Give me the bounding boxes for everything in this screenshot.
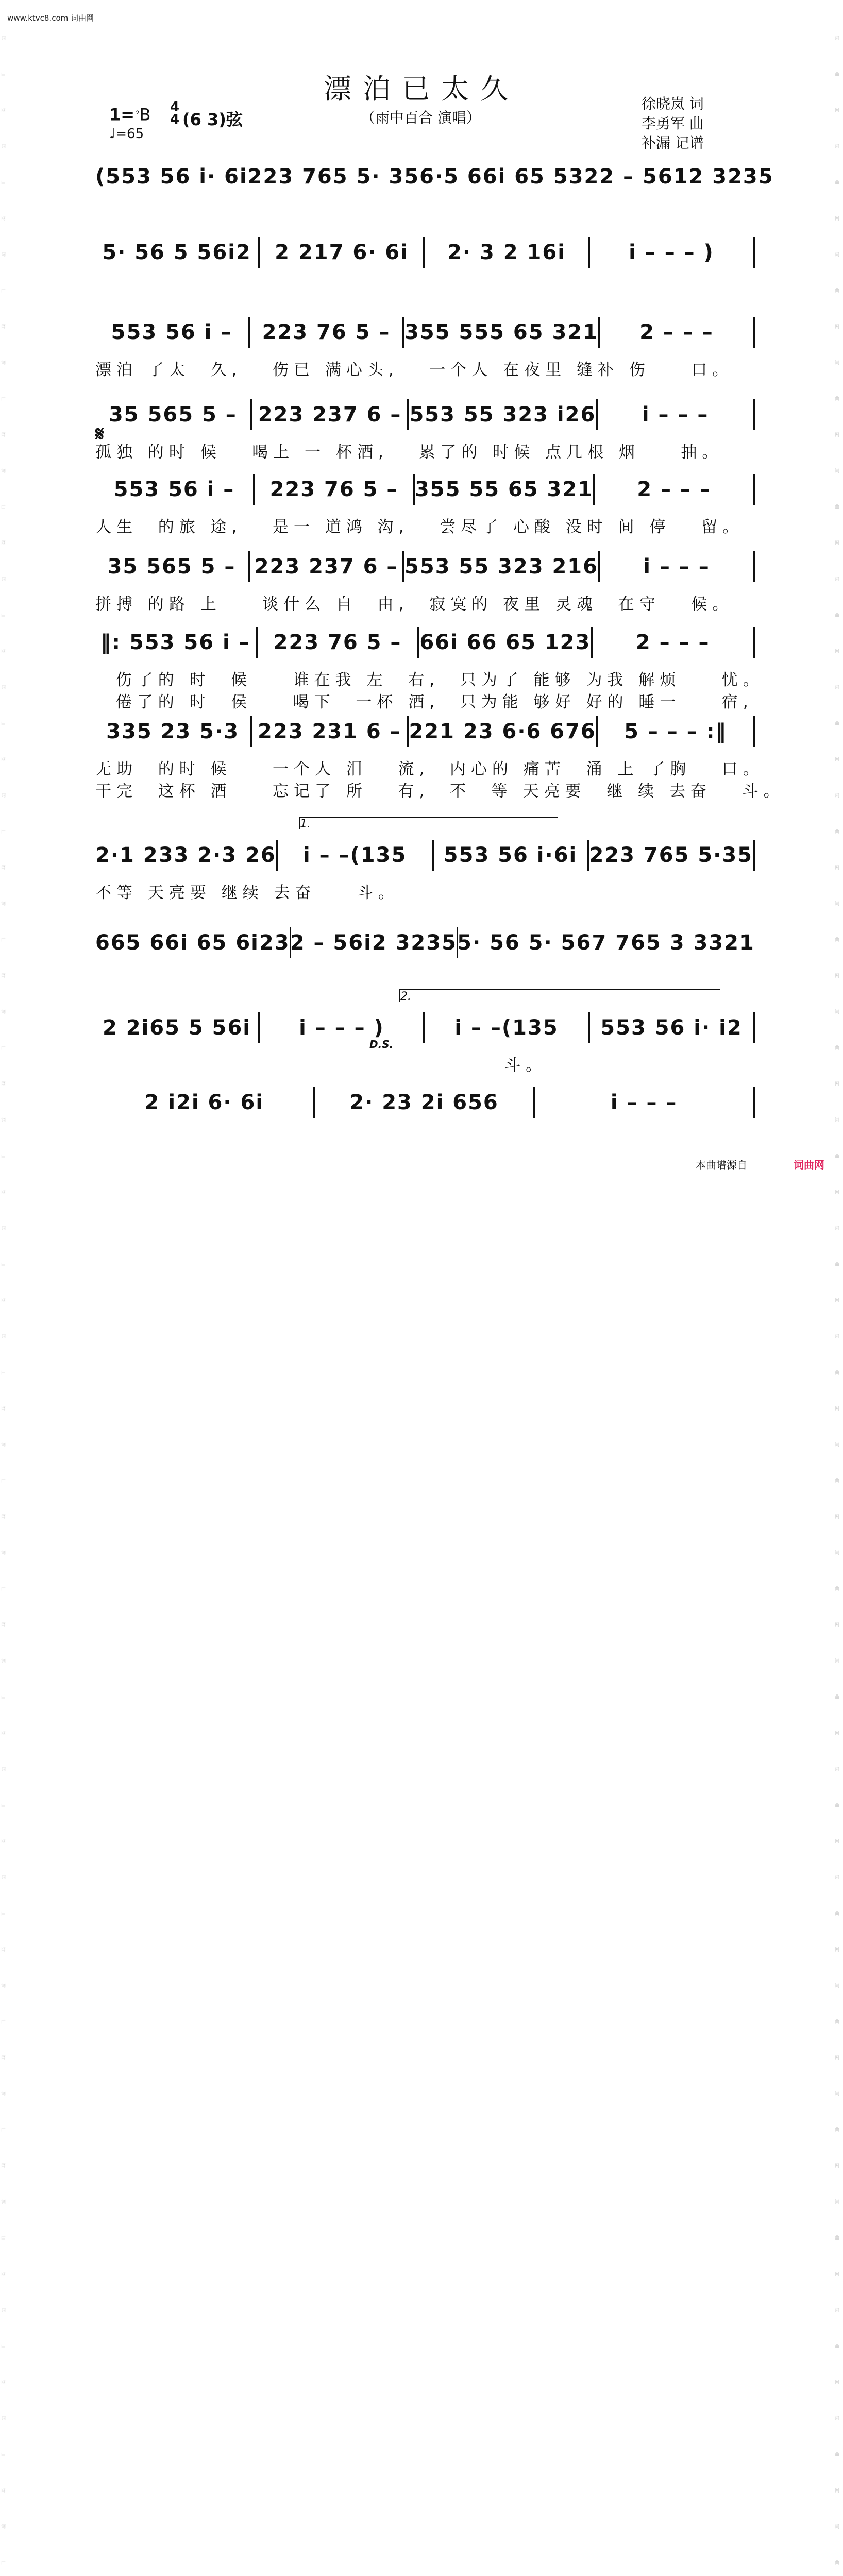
- staff-row: [95, 925, 755, 961]
- ds-marking: D.S.: [369, 1038, 393, 1050]
- measure: 2 – 56i2 3235: [290, 931, 457, 955]
- measure: 6·5 66i 65 532: [419, 165, 599, 189]
- measure: 223 76 5 –: [258, 631, 418, 654]
- barline: [753, 317, 755, 348]
- measure: i – – –: [535, 1091, 753, 1114]
- staff-row: [95, 624, 755, 660]
- measure: 355 555 65 321: [404, 320, 598, 344]
- singer: （雨中百合 演唱）: [361, 107, 481, 127]
- left-watermark-strip: 词曲网词曲网词曲网词曲网词曲网词曲网词曲网词曲网词曲网词曲网词曲网词曲网词曲网词曲网词曲网词曲网词曲网词曲网词曲网词曲网词曲网词曲网词曲网词曲: [1, 21, 8, 1154]
- measure: 2· 3 2 16i: [425, 241, 588, 264]
- measure: 553 56 i –: [95, 478, 253, 501]
- lyric-line: 无助 的时 候 一个人 泪 流, 内心的 痛苦 涌 上 了胸 口。: [95, 756, 755, 779]
- lyric-line-2: 倦了的 时 侯 喝下 一杯 酒, 只为能 够好 好的 睡一 宿,: [95, 689, 755, 712]
- measure: 553 56 i –: [95, 320, 248, 344]
- lyric-line: 斗。: [95, 1052, 755, 1075]
- time-signature: 4 4: [170, 101, 179, 126]
- barline: [753, 237, 755, 268]
- lyricist: 徐晓岚 词: [642, 95, 704, 112]
- barline: [753, 716, 755, 747]
- volta-bracket: 1.: [299, 817, 558, 829]
- footer-brand: 词曲网: [794, 1157, 824, 1172]
- site-url: www.ktvc8.com 词曲网: [7, 12, 94, 23]
- measure: 223 231 6 –: [252, 720, 407, 743]
- measure: 223 237 6 –: [250, 555, 402, 579]
- measure: 223 76 5 –: [255, 478, 413, 501]
- measure: 5· 56 5· 56: [457, 931, 592, 955]
- right-watermark-strip: 词曲网词曲网词曲网词曲网词曲网词曲网词曲网词曲网词曲网词曲网词曲网词曲网词曲网词曲网词曲网词曲网词曲网词曲网词曲网词曲网词曲网词曲网词曲网词曲: [835, 21, 842, 1154]
- segno-icon: 𝄋: [95, 422, 104, 446]
- measure: 35 565 5 –: [95, 555, 248, 579]
- measure: 223 765 5· 35: [248, 165, 419, 189]
- volta-bracket: 2.: [399, 989, 720, 1002]
- measure: 553 55 323 i26: [409, 403, 596, 427]
- lyric-line: 漂泊 了太 久, 伤已 满心头, 一个人 在夜里 缝补 伤 口。: [95, 357, 755, 380]
- key-signature: 1=♭B: [109, 105, 150, 125]
- measure: 335 23 5·3: [95, 720, 250, 743]
- intro-note: (6 3)弦: [182, 107, 243, 130]
- staff-row: [95, 471, 755, 507]
- measure: 553 55 323 216: [404, 555, 598, 579]
- staff-row: [95, 1010, 755, 1046]
- measure: 2 2i65 5 56i: [95, 1016, 258, 1040]
- measure: i – – – ): [590, 241, 753, 264]
- measure: 355 55 65 321: [415, 478, 593, 501]
- measure: ‖: 553 56 i –: [95, 631, 256, 654]
- measure: i – – –: [598, 403, 753, 427]
- measure: 553 56 i· i2: [590, 1016, 753, 1040]
- barline: [753, 399, 755, 430]
- measure: 2 i2i 6· 6i: [95, 1091, 313, 1114]
- transcriber: 补漏 记谱: [642, 134, 704, 151]
- measure: i – –(135: [425, 1016, 588, 1040]
- measure: 2 – – –: [595, 478, 753, 501]
- barline: [753, 474, 755, 505]
- song-title: 漂泊已太久: [0, 67, 843, 107]
- measure: i – – –: [600, 555, 753, 579]
- tempo: ♩=65: [109, 126, 144, 142]
- staff-row: [95, 397, 755, 433]
- measure: 2 – – –: [600, 320, 753, 344]
- measure: 2 – – –: [593, 631, 753, 654]
- measure: 2 217 6· 6i: [260, 241, 423, 264]
- measure: 553 56 i·6i: [434, 843, 587, 867]
- measure: i – – – ): [260, 1016, 423, 1040]
- lyric-line: 不等 天亮要 继续 去奋 斗。: [95, 879, 755, 903]
- barline: [753, 627, 755, 658]
- measure: 2 – 5612 3235: [599, 165, 773, 189]
- measure: 223 237 6 –: [252, 403, 408, 427]
- measure: 2·1 233 2·3 26: [95, 843, 276, 867]
- staff-row: [95, 837, 755, 873]
- staff-row: [95, 1084, 755, 1121]
- barline: [753, 840, 755, 871]
- measure: 5· 56 5 56i2: [95, 241, 258, 264]
- credits: [642, 94, 704, 153]
- lyric-line-2: 干完 这杯 酒 忘记了 所 有, 不 等 天亮要 继 续 去奋 斗。: [95, 778, 755, 801]
- staff-row: [95, 159, 755, 195]
- barline: [753, 1087, 755, 1118]
- measure: (553 56 i· 6i: [95, 165, 248, 189]
- measure: 223 76 5 –: [250, 320, 402, 344]
- staff-row: [95, 314, 755, 350]
- measure: 2· 23 2i 656: [315, 1091, 533, 1114]
- lyric-line: 人生 的旅 途, 是一 道鸿 沟, 尝尽了 心酸 没时 间 停 留。: [95, 514, 755, 537]
- staff-row: [95, 234, 755, 270]
- barline: [753, 1012, 755, 1043]
- footer-source: 本曲谱源自: [696, 1157, 747, 1172]
- measure: 5 – – – :‖: [598, 720, 753, 743]
- staff-row: [95, 714, 755, 750]
- measure: 7 765 3 3321: [592, 931, 755, 955]
- measure: 665 66i 65 6i23: [95, 931, 290, 955]
- barline: [753, 551, 755, 582]
- measure: 35 565 5 –: [95, 403, 250, 427]
- flat-icon: ♭: [134, 105, 139, 117]
- staff-row: [95, 549, 755, 585]
- measure: 221 23 6·6 676: [409, 720, 596, 743]
- measure: 66i 66 65 123: [419, 631, 591, 654]
- lyric-line: 孤独 的时 候 喝上 一 杯酒, 累了的 时候 点几根 烟 抽。: [95, 439, 755, 462]
- measure: 223 765 5·35: [589, 843, 753, 867]
- measure: i – –(135: [278, 843, 432, 867]
- lyric-line: 伤了的 时 候 谁在我 左 右, 只为了 能够 为我 解烦 忧。: [95, 667, 755, 690]
- lyric-line: 拼搏 的路 上 谈什么 自 由, 寂寞的 夜里 灵魂 在守 候。: [95, 591, 755, 614]
- composer: 李勇军 曲: [642, 115, 704, 132]
